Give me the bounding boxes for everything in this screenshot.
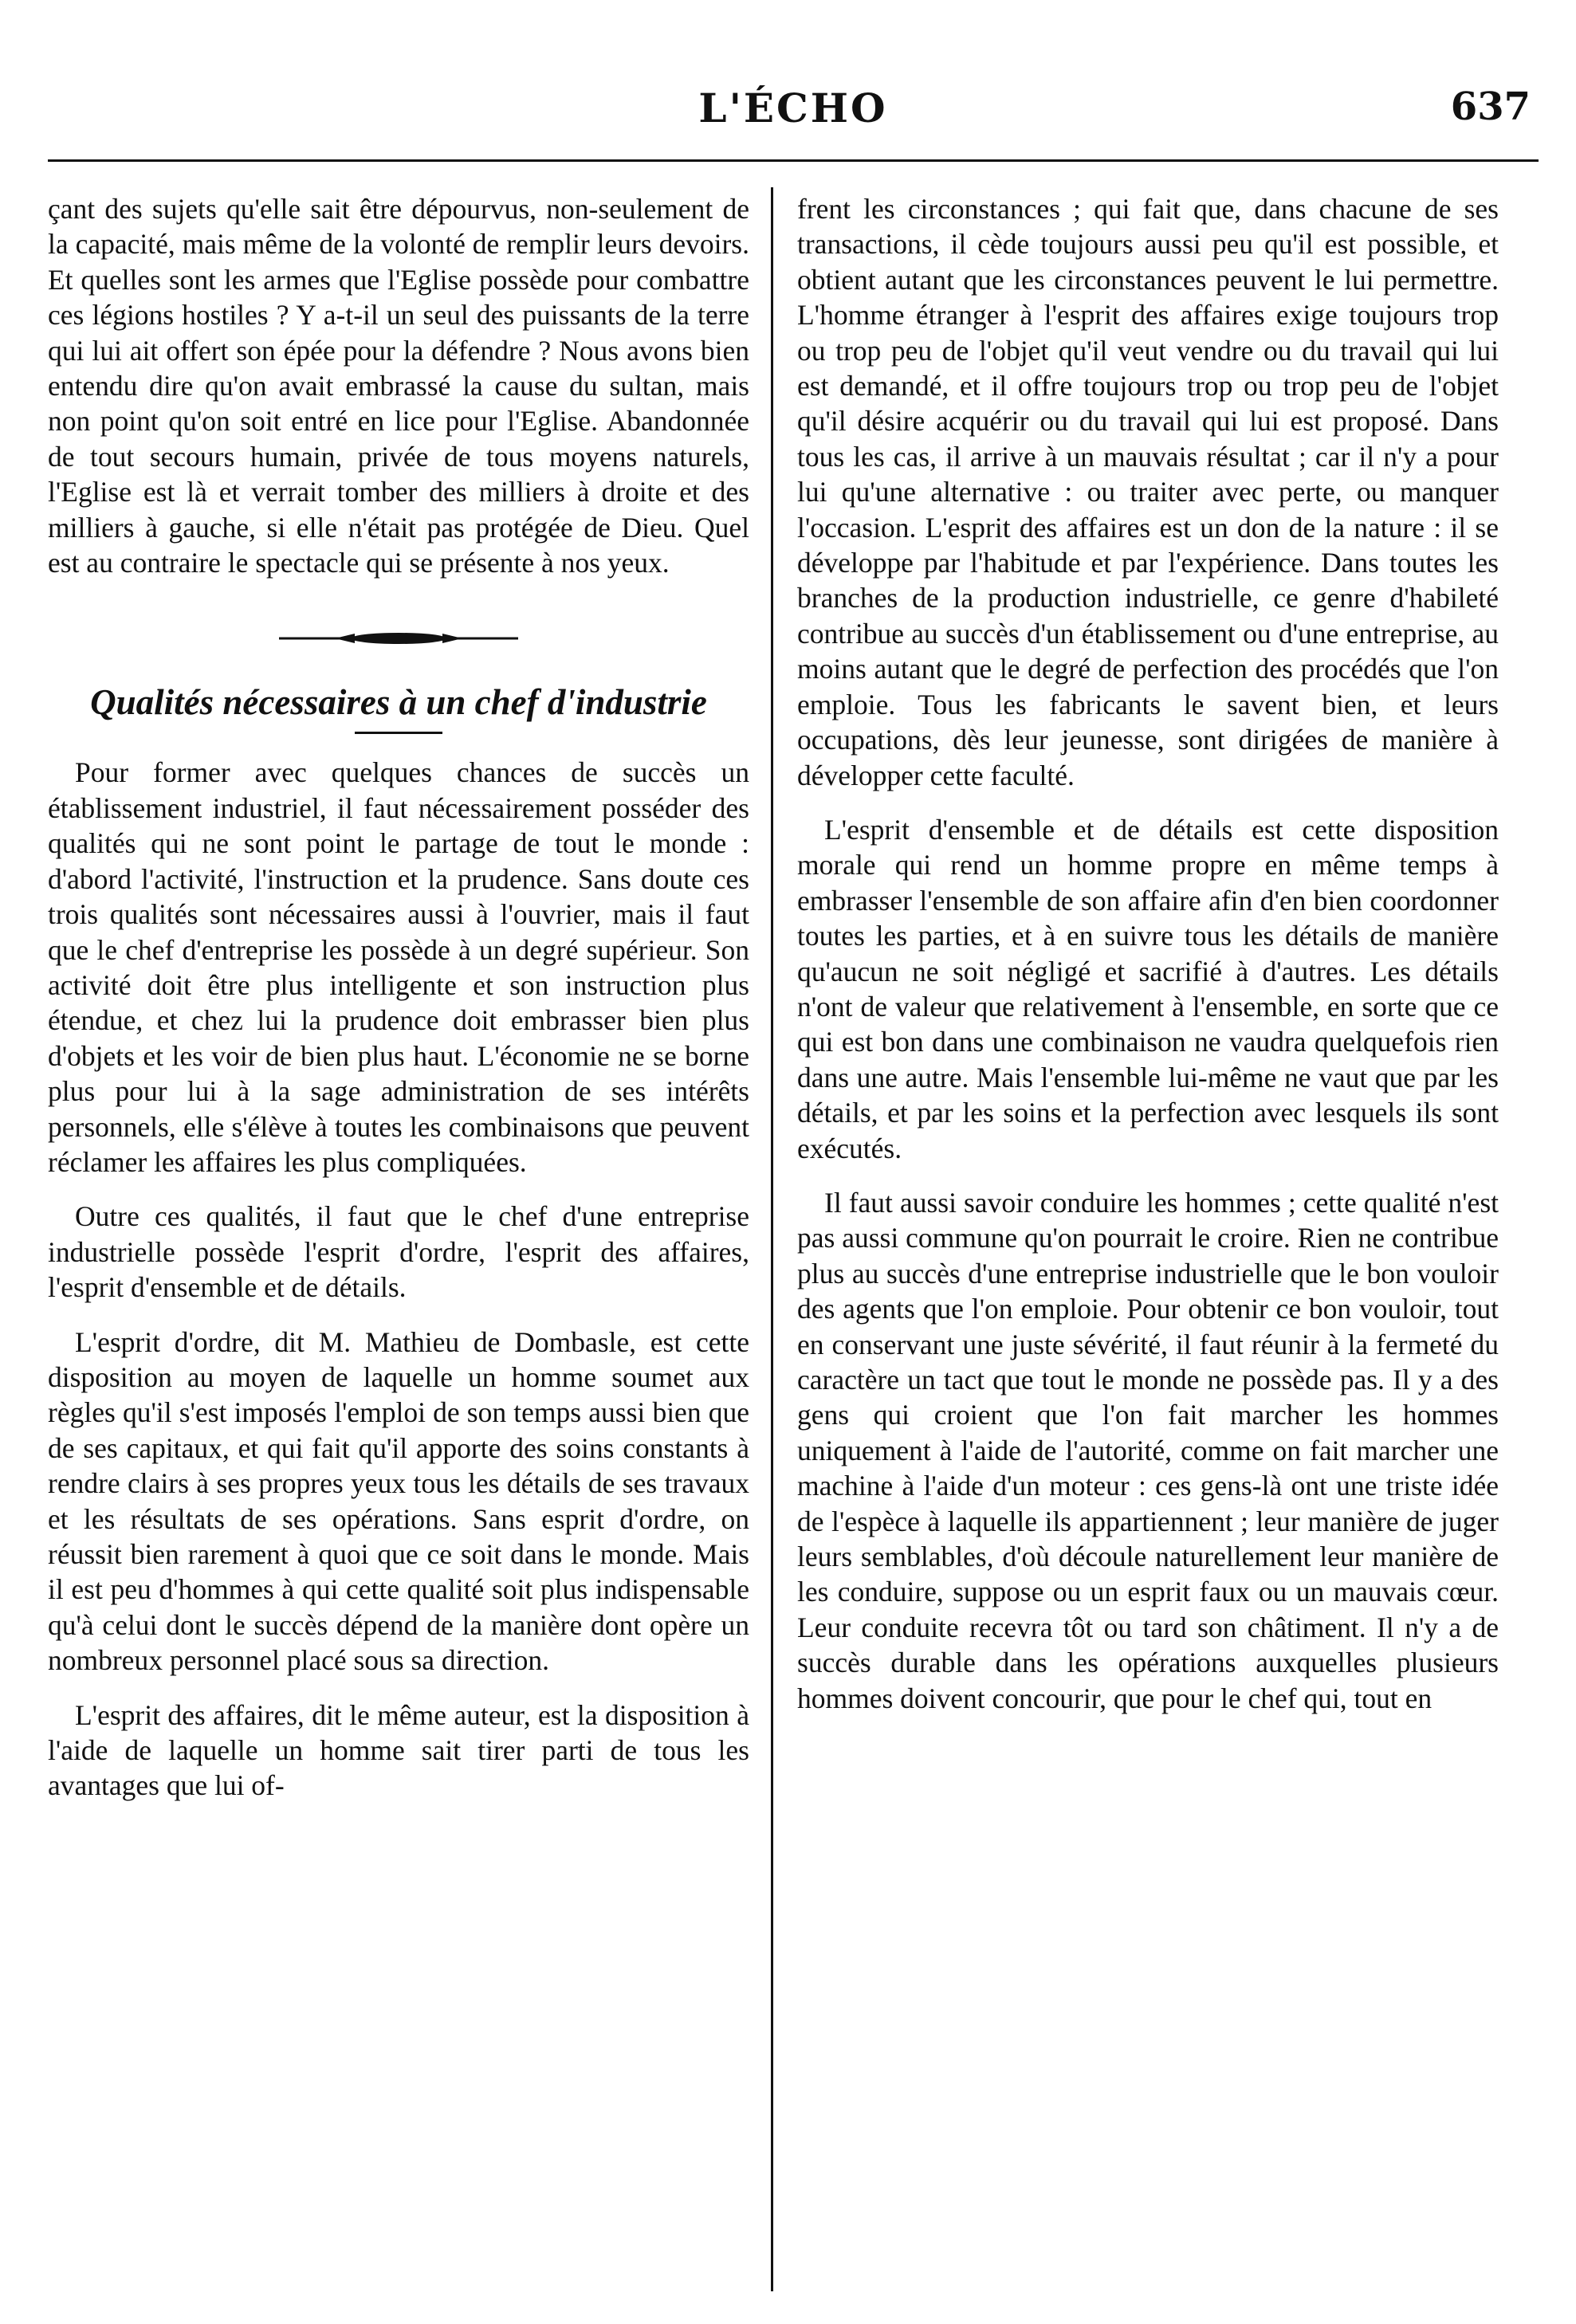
body-paragraph: Outre ces qualités, il faut que le chef d'une entreprise industrielle possède l'esprit d'ordre, l'esprit des affaires, l'esprit d'ensemble et de détails.	[48, 1200, 749, 1304]
article-continuation-paragraph: çant des sujets qu'elle sait être dépourvus, non-seulement de la capacité, mais même de la volonté de remplir leurs devoirs. Et quelles sont les armes que l'Eglise possède pour combattre ces légions hostiles ? Y a-t-il un seul des puissants de la terre qui lui ait offert son épée pour la défendre ? Nous avons bien entendu dire qu'on avait embrassé la cause du sultan, mais non point qu'on soit entré en lice pour l'Eglise. Abandonnée de tout secours humain, privée de tous moyens naturels, l'Eglise est là et verrait tomber des milliers à droite et des milliers à gauche, si elle n'était pas protégée de Dieu. Quel est au contraire le spectacle qui se présente à nos yeux.	[48, 193, 749, 579]
section-ornament	[48, 630, 749, 647]
page-header	[48, 80, 1539, 143]
body-paragraph: L'esprit d'ordre, dit M. Mathieu de Dombasle, est cette disposition au moyen de laquelle un homme soumet aux règles qu'il s'est imposés l'emploi de son temps aussi bien que de ses capitaux, et qui fait qu'il apporte des soins constants à rendre clairs à ses propres yeux tous les détails de ses travaux et les résultats de ses opérations. Sans esprit d'ordre, on réussit bien rarement à quoi que ce soit dans le monde. Mais il est peu d'hommes à qui cette qualité soit plus indispensable qu'à celui dont le succès dépend de la manière dont opère un nombreux personnel placé sous sa direction.	[48, 1325, 749, 1677]
running-title: L'ÉCHO	[698, 84, 888, 132]
section-title: Qualités nécessaires à un chef d'industrie	[90, 682, 707, 723]
right-column	[797, 191, 1499, 1735]
page-number: 637	[1450, 84, 1531, 129]
body-paragraph: L'esprit d'ensemble et de détails est cette disposition morale qui rend un homme propre en même temps à embrasser l'ensemble de son affaire afin d'en bien coordonner toutes les parties, et à en suivre tous les détails de manière qu'aucun ne soit négligé et sacrifié à d'autres. Les détails n'ont de valeur que relativement à l'ensemble, en sorte que ce qui est bon dans une combinaison ne vaudra quelquefois rien dans une autre. Mais l'ensemble lui-même ne vaut que par les détails, et par les soins et la perfection avec lesquels ils sont exécutés.	[797, 813, 1499, 1164]
body-paragraph: frent les circonstances ; qui fait que, dans chacune de ses transactions, il cède toujours aussi peu qu'il est possible, et obtient autant que les circonstances peuvent le lui permettre. L'homme étranger à l'esprit des affaires exige toujours trop ou trop peu de l'objet qu'il veut vendre ou du travail qui lui est demandé, et il offre toujours trop ou trop peu de l'objet qu'il désire acquérir ou du travail qui lui est proposé. Dans tous les cas, il arrive à un mauvais résultat ; car il n'y a pour lui qu'une alternative : ou traiter avec perte, ou manquer l'occasion. L'esprit des affaires est un don de la nature : il se développe par l'habitude et par l'expérience. Dans toutes les branches de la production industrielle, ce genre d'habileté contribue au succès d'un établissement ou d'une entreprise, au moins autant que le degré de perfection des procédés que l'on emploie. Tous les fabricants le savent bien, et leurs occupations, dès leur jeunesse, sont dirigées de manière à développer cette faculté.	[797, 193, 1499, 791]
ornament-rule-icon	[279, 630, 518, 647]
body-paragraph: Pour former avec quelques chances de succès un établissement industriel, il faut nécessairement posséder des qualités qui ne sont point le partage de tout le monde : d'abord l'activité, l'instruction et la prudence. Sans doute ces trois qualités sont nécessaires aussi à l'ouvrier, mais il faut que le chef d'entreprise les possède à un degré supérieur. Son activité doit être plus intelligente et son instruction plus étendue, et chez lui la prudence doit embrasser bien plus d'objets et les voir de bien plus haut. L'économie ne se borne plus pour lui à la sage administration de ses intérêts personnels, elle s'élève à toutes les combinaisons que peuvent réclamer les affaires les plus compliquées.	[48, 756, 749, 1178]
left-column	[48, 191, 749, 1823]
title-underline	[355, 732, 442, 734]
body-paragraph: Il faut aussi savoir conduire les hommes ; cette qualité n'est pas aussi commune qu'on pourrait le croire. Rien ne contribue plus au succès d'une entreprise industrielle que le bon vouloir des agents que l'on emploie. Pour obtenir ce bon vouloir, tout en conservant une juste sévérité, il faut réunir à la fermeté du caractère un tact que tout le monde ne possède pas. Il y a des gens qui croient que l'on fait marcher les hommes uniquement à l'aide de l'autorité, comme on fait marcher une machine à l'aide d'un moteur : ces gens-là ont une triste idée de l'espèce à laquelle ils appartiennent ; leur manière de juger leurs semblables, d'où découle naturellement leur manière de les conduire, suppose ou un esprit faux ou un mauvais cœur. Leur conduite recevra tôt ou tard son châtiment. Il n'y a de succès durable dans les opérations auxquelles plusieurs hommes doivent concourir, que pour le chef qui, tout en	[797, 1186, 1499, 1714]
column-divider	[771, 187, 773, 2291]
body-paragraph: L'esprit des affaires, dit le même auteur, est la disposition à l'aide de laquelle un homme sait tirer parti de tous les avantages que lui of-	[48, 1698, 749, 1802]
header-rule	[48, 159, 1539, 162]
